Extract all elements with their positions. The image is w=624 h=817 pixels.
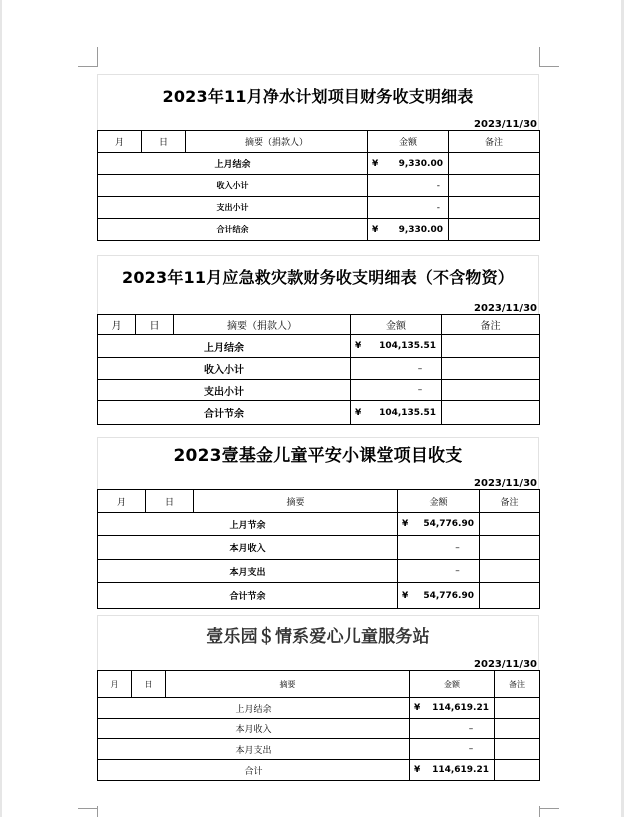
amount-value: 9,330.00 — [398, 158, 443, 169]
row-label: 本月支出 — [98, 560, 398, 583]
row-amount: - — [368, 175, 449, 197]
table-row — [98, 175, 540, 197]
header-day: 日 — [142, 131, 186, 153]
row-label: 上月结余 — [98, 335, 351, 358]
row-label: 上月结余 — [98, 153, 368, 175]
section-title: 2023年11月应急救灾款财务收支明细表（不含物资） — [97, 255, 539, 297]
table-row — [98, 583, 540, 609]
table-row — [98, 760, 540, 781]
amount-value: 114,619.21 — [432, 765, 489, 775]
header-summary: 摘要 — [194, 490, 398, 513]
row-amount: – — [351, 358, 442, 380]
row-remark — [442, 401, 540, 425]
currency-symbol: ¥ — [372, 224, 379, 235]
table-row — [98, 197, 540, 219]
row-remark — [480, 536, 540, 560]
finance-table — [97, 489, 540, 609]
currency-symbol: ¥ — [414, 703, 421, 713]
header-amount: 金额 — [410, 671, 495, 698]
currency-symbol: ¥ — [372, 158, 379, 169]
header-day: 日 — [136, 315, 174, 335]
row-remark — [442, 358, 540, 380]
amount-value: 9,330.00 — [398, 224, 443, 235]
table-row — [98, 335, 540, 358]
row-remark — [495, 739, 540, 760]
amount-value: 104,135.51 — [379, 407, 436, 418]
report-date: 2023/11/30 — [97, 297, 539, 314]
finance-section-safety-classroom — [97, 437, 539, 609]
table-row — [98, 401, 540, 425]
row-amount: – — [410, 719, 495, 739]
table-row — [98, 380, 540, 401]
row-label: 合计 — [98, 760, 410, 781]
amount-value: 114,619.21 — [432, 703, 489, 713]
row-remark — [442, 380, 540, 401]
row-amount: – — [351, 380, 442, 401]
header-amount: 金额 — [368, 131, 449, 153]
currency-symbol: ¥ — [414, 765, 421, 775]
row-amount — [368, 219, 449, 241]
row-remark — [449, 153, 540, 175]
report-date: 2023/11/30 — [97, 652, 539, 670]
row-amount — [398, 583, 480, 609]
header-remark: 备注 — [442, 315, 540, 335]
header-summary: 摘要（捐款人） — [186, 131, 368, 153]
row-remark — [495, 698, 540, 719]
header-month: 月 — [98, 131, 142, 153]
row-amount: – — [410, 739, 495, 760]
row-amount — [351, 335, 442, 358]
finance-table — [97, 314, 540, 425]
currency-symbol: ¥ — [402, 590, 409, 601]
header-amount: 金额 — [398, 490, 480, 513]
section-title: 2023年11月净水计划项目财务收支明细表 — [97, 74, 539, 115]
row-remark — [449, 219, 540, 241]
row-label: 本月支出 — [98, 739, 410, 760]
table-header-row — [98, 671, 540, 698]
currency-symbol: ¥ — [402, 519, 409, 529]
table-header-row — [98, 490, 540, 513]
table-row — [98, 560, 540, 583]
header-remark: 备注 — [495, 671, 540, 698]
table-row — [98, 536, 540, 560]
row-label: 上月节余 — [98, 513, 398, 536]
currency-symbol: ¥ — [355, 341, 362, 351]
table-row — [98, 739, 540, 760]
page-left-edge — [0, 0, 2, 817]
table-row — [98, 219, 540, 241]
table-row — [98, 513, 540, 536]
row-amount: – — [398, 536, 480, 560]
header-day: 日 — [132, 671, 166, 698]
row-remark — [480, 560, 540, 583]
row-remark — [442, 335, 540, 358]
row-amount — [351, 401, 442, 425]
row-remark — [495, 719, 540, 739]
header-month: 月 — [98, 671, 132, 698]
finance-section-water-plan — [97, 74, 539, 241]
row-label: 收入小计 — [98, 358, 351, 380]
header-remark: 备注 — [449, 131, 540, 153]
row-amount — [410, 760, 495, 781]
table-header-row — [98, 131, 540, 153]
amount-value: 54,776.90 — [423, 519, 474, 529]
section-title: 壹乐园＄情系爱心儿童服务站 — [97, 615, 539, 652]
report-date: 2023/11/30 — [97, 115, 539, 130]
row-amount — [368, 153, 449, 175]
row-label: 合计节余 — [98, 401, 351, 425]
table-row — [98, 153, 540, 175]
row-remark — [480, 583, 540, 609]
row-label: 合计节余 — [98, 583, 398, 609]
row-remark — [449, 197, 540, 219]
row-amount: - — [368, 197, 449, 219]
section-title: 2023壹基金儿童平安小课堂项目收支 — [97, 437, 539, 469]
row-amount — [410, 698, 495, 719]
row-label: 支出小计 — [98, 380, 351, 401]
report-date: 2023/11/30 — [97, 469, 539, 489]
row-label: 本月收入 — [98, 719, 410, 739]
header-month: 月 — [98, 315, 136, 335]
header-amount: 金额 — [351, 315, 442, 335]
row-label: 支出小计 — [98, 197, 368, 219]
row-label: 收入小计 — [98, 175, 368, 197]
amount-value: 54,776.90 — [423, 590, 474, 601]
table-row — [98, 358, 540, 380]
header-summary: 摘要（捐款人） — [174, 315, 351, 335]
row-remark — [495, 760, 540, 781]
header-remark: 备注 — [480, 490, 540, 513]
row-label: 本月收入 — [98, 536, 398, 560]
finance-section-emergency-relief — [97, 255, 539, 425]
row-label: 上月结余 — [98, 698, 410, 719]
row-remark — [480, 513, 540, 536]
header-summary: 摘要 — [166, 671, 410, 698]
table-row — [98, 719, 540, 739]
table-row — [98, 698, 540, 719]
row-remark — [449, 175, 540, 197]
header-day: 日 — [146, 490, 194, 513]
finance-section-service-station — [97, 615, 539, 781]
amount-value: 104,135.51 — [379, 341, 436, 351]
table-header-row — [98, 315, 540, 335]
row-label: 合计结余 — [98, 219, 368, 241]
finance-table — [97, 130, 540, 241]
header-month: 月 — [98, 490, 146, 513]
finance-table — [97, 670, 540, 781]
row-amount: – — [398, 560, 480, 583]
row-amount — [398, 513, 480, 536]
currency-symbol: ¥ — [355, 407, 362, 418]
